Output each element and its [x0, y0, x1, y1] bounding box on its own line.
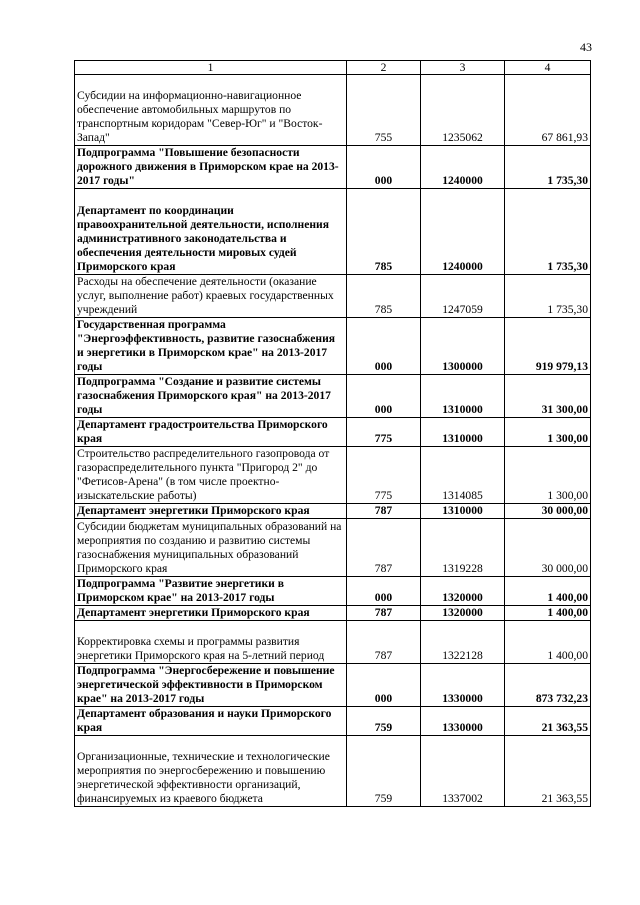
row-target-cell: 1300000: [421, 318, 505, 375]
row-code-cell: 775: [347, 447, 421, 504]
table-row: [75, 318, 591, 375]
table-row: [75, 375, 591, 418]
table-row: [75, 504, 591, 519]
row-name-cell: Организационные, технические и технологические мероприятия по энергосбережению и повышению энергетической эффективности организаций, финансируемых из краевого бюджета: [75, 736, 347, 807]
budget-table: [74, 60, 591, 807]
row-amount-cell: 1 300,00: [505, 447, 591, 504]
table-row: [75, 75, 591, 146]
column-number: 1: [75, 61, 347, 75]
row-name-cell: Подпрограмма "Развитие энергетики в Приморском крае" на 2013-2017 годы: [75, 577, 347, 606]
row-code-cell: 000: [347, 375, 421, 418]
row-code-cell: 775: [347, 418, 421, 447]
row-amount-cell: 1 400,00: [505, 606, 591, 621]
row-target-cell: 1240000: [421, 146, 505, 189]
row-amount-cell: 1 300,00: [505, 418, 591, 447]
row-target-cell: 1310000: [421, 418, 505, 447]
row-target-cell: 1330000: [421, 707, 505, 736]
row-code-cell: 785: [347, 275, 421, 318]
column-number: 3: [421, 61, 505, 75]
row-name-cell: Департамент энергетики Приморского края: [75, 504, 347, 519]
row-code-cell: 759: [347, 707, 421, 736]
row-target-cell: 1320000: [421, 577, 505, 606]
table-row: [75, 707, 591, 736]
row-name-cell: Департамент образования и науки Приморского края: [75, 707, 347, 736]
row-code-cell: 759: [347, 736, 421, 807]
table-row: [75, 664, 591, 707]
row-code-cell: 787: [347, 606, 421, 621]
row-target-cell: 1310000: [421, 504, 505, 519]
table-row: [75, 519, 591, 577]
table-row: [75, 577, 591, 606]
table-row: [75, 606, 591, 621]
table-row: [75, 621, 591, 664]
table-row: [75, 275, 591, 318]
row-code-cell: 000: [347, 146, 421, 189]
row-name-cell: Расходы на обеспечение деятельности (оказание услуг, выполнение работ) краевых государственных учреждений: [75, 275, 347, 318]
row-amount-cell: 30 000,00: [505, 504, 591, 519]
table-row: [75, 447, 591, 504]
budget-table-body: [75, 61, 591, 807]
row-amount-cell: 1 400,00: [505, 621, 591, 664]
row-amount-cell: 873 732,23: [505, 664, 591, 707]
row-amount-cell: 31 300,00: [505, 375, 591, 418]
table-row: [75, 189, 591, 275]
row-amount-cell: 67 861,93: [505, 75, 591, 146]
row-code-cell: 755: [347, 75, 421, 146]
row-name-cell: Подпрограмма "Повышение безопасности дорожного движения в Приморском крае на 2013-2017 годы": [75, 146, 347, 189]
row-name-cell: Департамент энергетики Приморского края: [75, 606, 347, 621]
row-target-cell: 1247059: [421, 275, 505, 318]
column-number: 4: [505, 61, 591, 75]
column-number-row: [75, 61, 591, 75]
row-name-cell: Субсидии бюджетам муниципальных образований на мероприятия по созданию и развитию системы газоснабжения муниципальных образований Приморского края: [75, 519, 347, 577]
row-target-cell: 1319228: [421, 519, 505, 577]
row-name-cell: Подпрограмма "Создание и развитие системы газоснабжения Приморского края" на 2013-2017 годы: [75, 375, 347, 418]
row-code-cell: 787: [347, 504, 421, 519]
row-target-cell: 1320000: [421, 606, 505, 621]
row-code-cell: 000: [347, 577, 421, 606]
row-target-cell: 1322128: [421, 621, 505, 664]
row-target-cell: 1330000: [421, 664, 505, 707]
row-target-cell: 1235062: [421, 75, 505, 146]
row-target-cell: 1310000: [421, 375, 505, 418]
row-amount-cell: 21 363,55: [505, 736, 591, 807]
row-name-cell: Подпрограмма "Энергосбережение и повышение энергетической эффективности в Приморском крае" на 2013-2017 годы: [75, 664, 347, 707]
row-name-cell: Корректировка схемы и программы развития энергетики Приморского края на 5-летний период: [75, 621, 347, 664]
row-amount-cell: 1 735,30: [505, 189, 591, 275]
row-code-cell: 000: [347, 318, 421, 375]
row-amount-cell: 1 400,00: [505, 577, 591, 606]
row-code-cell: 787: [347, 519, 421, 577]
row-target-cell: 1240000: [421, 189, 505, 275]
table-row: [75, 146, 591, 189]
row-amount-cell: 30 000,00: [505, 519, 591, 577]
row-code-cell: 000: [347, 664, 421, 707]
row-name-cell: Департамент градостроительства Приморского края: [75, 418, 347, 447]
row-amount-cell: 21 363,55: [505, 707, 591, 736]
row-amount-cell: 919 979,13: [505, 318, 591, 375]
row-amount-cell: 1 735,30: [505, 275, 591, 318]
row-code-cell: 787: [347, 621, 421, 664]
page-number: 43: [580, 40, 592, 54]
row-name-cell: Субсидии на информационно-навигационное обеспечение автомобильных маршрутов по транспортным коридорам "Север-Юг" и "Восток-Запад": [75, 75, 347, 146]
row-amount-cell: 1 735,30: [505, 146, 591, 189]
row-code-cell: 785: [347, 189, 421, 275]
table-row: [75, 736, 591, 807]
row-name-cell: Государственная программа "Энергоэффективность, развитие газоснабжения и энергетики в Приморском крае" на 2013-2017 годы: [75, 318, 347, 375]
row-name-cell: Департамент по координации правоохранительной деятельности, исполнения административного законодательства и обеспечения деятельности мировых судей Приморского края: [75, 189, 347, 275]
row-name-cell: Строительство распределительного газопровода от газораспределительного пункта "Пригород 2" до "Фетисов-Арена" (в том числе проектно-изыскательские работы): [75, 447, 347, 504]
table-row: [75, 418, 591, 447]
row-target-cell: 1314085: [421, 447, 505, 504]
column-number: 2: [347, 61, 421, 75]
row-target-cell: 1337002: [421, 736, 505, 807]
